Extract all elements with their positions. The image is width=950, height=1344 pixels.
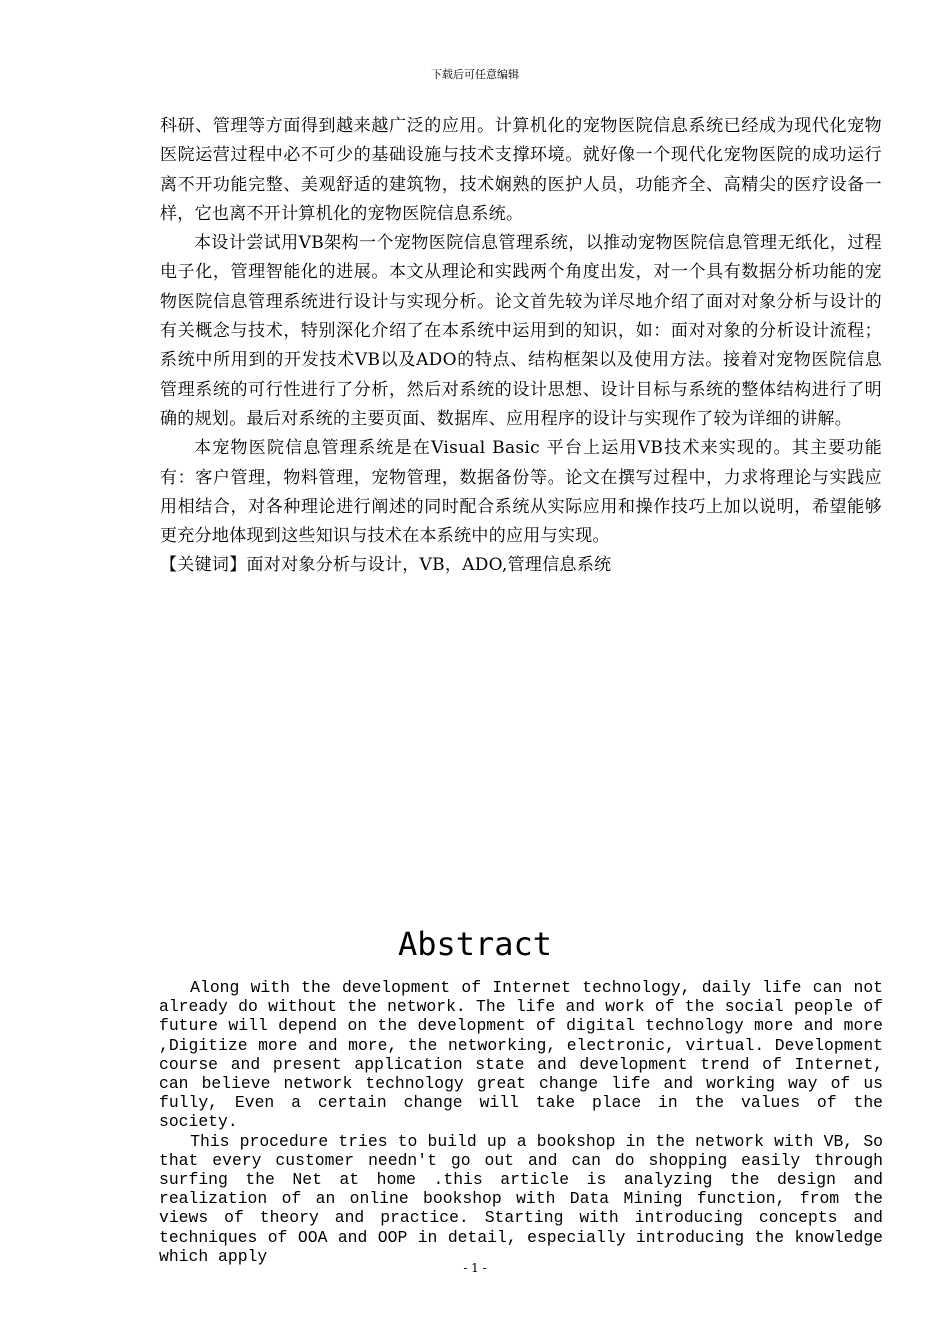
- cn-paragraph-1: 科研、管理等方面得到越来越广泛的应用。计算机化的宠物医院信息系统已经成为现代化宠物医院运营过程中必不可少的基础设施与技术支撑环境。就好像一个现代化宠物医院的成功运行离不开功能完整、美观舒适的建筑物，技术娴熟的医护人员，功能齐全、高精尖的医疗设备一样，它也离不开计算机化的宠物医院信息系统。: [160, 116, 882, 224]
- abstract-body: [159, 978, 883, 1266]
- page-number: - 1 -: [463, 1261, 487, 1275]
- abstract-paragraph-2: This procedure tries to build up a bookshop in the network with VB, So that every customer needn't go out and can do shopping easily through surfing the Net at home .this article is analyzing the design and realization of an online bookshop with Data Mining function, from the views of theory and practice. Starting with introducing concepts and techniques of OOA and OOP in detail, especially introducing the knowledge which apply: [159, 1131, 883, 1266]
- abstract-title: Abstract: [397, 925, 553, 963]
- cn-paragraph-3: 本宠物医院信息管理系统是在Visual Basic 平台上运用VB技术来实现的。其主要功能有：客户管理，物料管理，宠物管理，数据备份等。论文在撰写过程中，力求将理论与实践应用相结合，对各种理论进行阐述的同时配合系统从实际应用和操作技巧上加以说明，希望能够更充分地体现到这些知识与技术在本系统中的应用与实现。: [160, 438, 882, 547]
- keywords-text: 面对对象分析与设计，VB，ADO,管理信息系统: [246, 555, 612, 576]
- abstract-paragraph-1: Along with the development of Internet technology, daily life can not already do without the network. The life and work of the social people of future will depend on the development of digital technology more and more ,Digitize more and more, the networking, electronic, virtual. Development course and present application state and development trend of Internet, can believe network technology great change life and working way of us fully, Even a certain change will take place in the values of the society.: [159, 978, 883, 1132]
- cn-paragraph-2: 本设计尝试用VB架构一个宠物医院信息管理系统，以推动宠物医院信息管理无纸化，过程电子化，管理智能化的进展。本文从理论和实践两个角度出发，对一个具有数据分析功能的宠物医院信息管理系统进行设计与实现分析。论文首先较为详尽地介绍了面对对象分析与设计的有关概念与技术，特别深化介绍了在本系统中运用到的知识，如：面对对象的分析设计流程；系统中所用到的开发技术VB以及ADO的特点、结构框架以及使用方法。接着对宠物医院信息管理系统的可行性进行了分析，然后对系统的设计思想、设计目标与系统的整体结构进行了明确的规划。最后对系统的主要页面、数据库、应用程序的设计与实现作了较为详细的讲解。: [160, 233, 882, 429]
- chinese-body: [160, 112, 882, 581]
- keywords-line: [160, 551, 882, 580]
- page-header: 下载后可任意编辑: [431, 68, 519, 81]
- keywords-label: 【关键词】: [160, 555, 247, 576]
